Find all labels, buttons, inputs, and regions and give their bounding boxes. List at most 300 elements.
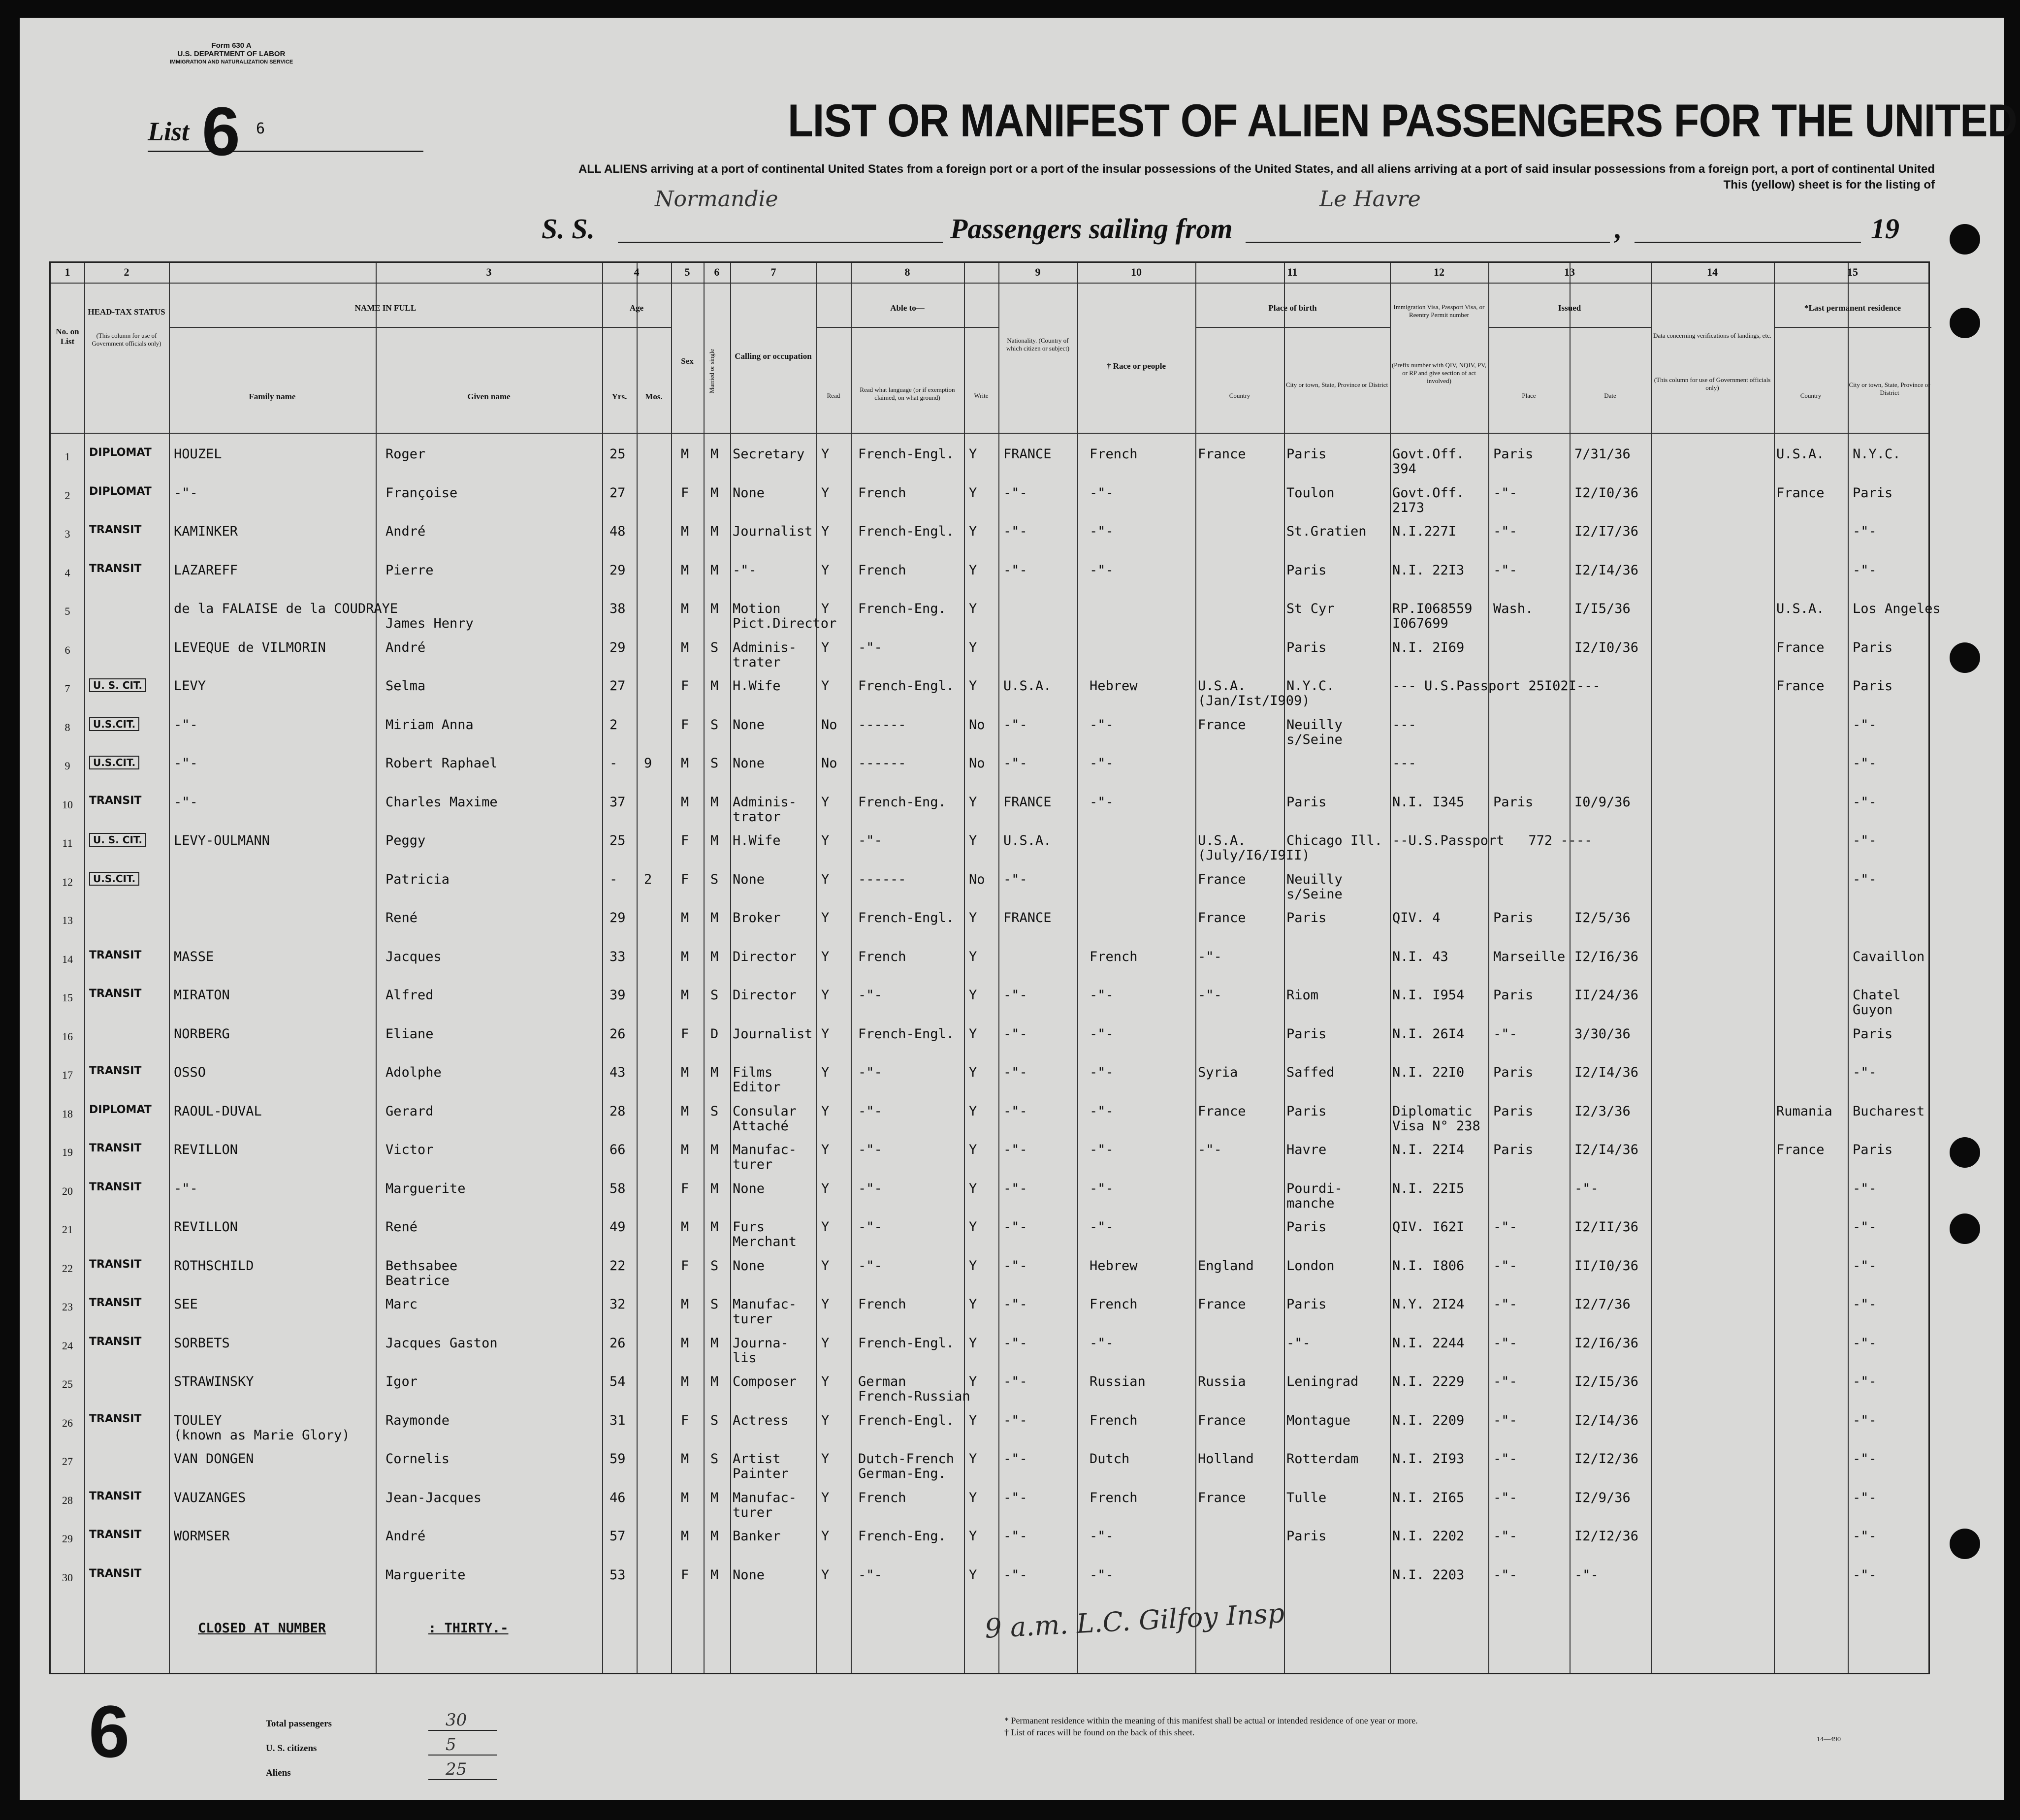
cell-birth-city: Neuilly [1286, 717, 1343, 733]
cell-ms: M [710, 601, 719, 616]
cell-yrs: 53 [609, 1567, 626, 1583]
cell-ms: M [710, 949, 719, 964]
cell-birth-country: Russia [1198, 1374, 1246, 1389]
cell-race: -"- [1090, 1181, 1114, 1196]
table-row [51, 1018, 1928, 1056]
cell-language: Dutch-French [858, 1451, 955, 1467]
cell-yrs: - [609, 871, 618, 887]
table-row [51, 824, 1928, 862]
cell-ms: M [710, 524, 719, 539]
cell-sub-occupation: Pict.Director [733, 616, 837, 631]
cell-yrs: 26 [609, 1335, 626, 1351]
cell-occupation: Actress [733, 1412, 789, 1428]
cell-sex: F [681, 678, 689, 694]
cell-res-city: Chatel [1853, 988, 1901, 1003]
cell-res-city: -"- [1853, 1374, 1877, 1389]
cell-sub-occupation: trator [733, 809, 781, 825]
cell-status: U.S.CIT. [89, 872, 139, 886]
cell-family: ROTHSCHILD [174, 1258, 254, 1274]
cell-birth-city: Riom [1286, 988, 1319, 1003]
column-number: 14 [1707, 266, 1718, 278]
cell-write: Y [969, 485, 977, 501]
cell-occupation: Banker [733, 1529, 781, 1544]
cell-language: -"- [858, 1142, 882, 1157]
cell-read: Y [821, 485, 830, 501]
cell-ms: M [710, 1567, 719, 1583]
cell-status: U.S.CIT. [89, 756, 139, 769]
cell-sex: M [681, 1490, 689, 1505]
cell-write: Y [969, 1490, 977, 1505]
cell-race: Hebrew [1090, 678, 1138, 694]
cell-yrs: 25 [609, 833, 626, 848]
cell-sub-res-city: Guyon [1853, 1002, 1893, 1018]
cell-read: Y [821, 871, 830, 887]
cell-status: DIPLOMAT [89, 1103, 152, 1116]
cell-occupation: Director [733, 988, 797, 1003]
cell-nationality: -"- [1003, 988, 1027, 1003]
punch-hole [1950, 1137, 1980, 1168]
cell-yrs: 49 [609, 1219, 626, 1235]
cell-issued-date: I2/I4/36 [1574, 1142, 1639, 1157]
cell-status: TRANSIT [89, 524, 142, 536]
header-verifications: Data concerning verifications of landings, etc. [1653, 332, 1772, 339]
cell-read: Y [821, 1181, 830, 1196]
table-row [51, 554, 1928, 592]
cell-nationality: FRANCE [1003, 447, 1052, 462]
cell-race: -"- [1090, 485, 1114, 501]
cell-yrs: 38 [609, 601, 626, 616]
cell-race: French [1090, 949, 1138, 964]
cell-ms: M [710, 1529, 719, 1544]
cell-issued-date: I2/I6/36 [1574, 949, 1639, 964]
punch-hole [1950, 1529, 1980, 1559]
cell-read: Y [821, 524, 830, 539]
cell-sex: F [681, 1026, 689, 1042]
cell-nationality: -"- [1003, 1490, 1027, 1505]
cell-language: French [858, 949, 906, 964]
cell-read: Y [821, 1219, 830, 1235]
cell-nationality: U.S.A. [1003, 678, 1052, 694]
cell-given: Gerard [385, 1103, 434, 1119]
cell-visa: N.I. 2203 [1392, 1567, 1465, 1583]
cell-ms: M [710, 1065, 719, 1080]
cell-res-city: -"- [1853, 1258, 1877, 1274]
cell-visa: --- [1392, 717, 1416, 733]
cell-sex: M [681, 562, 689, 578]
cell-race: -"- [1090, 1103, 1114, 1119]
cell-given: Alfred [385, 988, 434, 1003]
cell-given: Miriam Anna [385, 717, 474, 733]
cell-read: Y [821, 1142, 830, 1157]
cell-language: -"- [858, 833, 882, 848]
cell-family: MASSE [174, 949, 214, 964]
cell-write: Y [969, 1065, 977, 1080]
row-number: 2 [64, 489, 70, 502]
cell-status: TRANSIT [89, 1065, 142, 1077]
punch-hole [1950, 1213, 1980, 1244]
total-passengers-value: 30 [446, 1710, 467, 1730]
table-row [51, 515, 1928, 553]
cell-res-city: -"- [1853, 1065, 1877, 1080]
header-divider [51, 283, 1928, 284]
cell-family: -"- [174, 717, 198, 733]
cell-sex: F [681, 1258, 689, 1274]
cell-read: Y [821, 949, 830, 964]
cell-ms: S [710, 1258, 719, 1274]
header-birth-city: City or town, State, Province or District [1285, 381, 1388, 388]
cell-family: HOUZEL [174, 447, 222, 462]
cell-sex: M [681, 910, 689, 926]
column-number: 5 [684, 266, 690, 278]
cell-status: TRANSIT [89, 1412, 142, 1425]
header-last-residence: *Last permanent residence [1804, 303, 1901, 313]
cell-visa: N.I. 2I65 [1392, 1490, 1465, 1505]
footer-page-number: 6 [89, 1690, 130, 1773]
cell-sub-birth-city: s/Seine [1286, 886, 1343, 902]
row-number: 1 [64, 450, 70, 463]
cell-ms: M [710, 910, 719, 926]
cell-family: REVILLON [174, 1142, 238, 1157]
cell-given: Robert Raphael [385, 756, 498, 771]
cell-write: Y [969, 601, 977, 616]
cell-given: Peggy [385, 833, 426, 848]
cell-nationality: -"- [1003, 1258, 1027, 1274]
cell-birth-country: France [1198, 447, 1246, 462]
cell-issued-place: -"- [1493, 1335, 1517, 1351]
cell-birth-city: Paris [1286, 1103, 1327, 1119]
table-row [51, 747, 1928, 785]
cell-res-city: -"- [1853, 1412, 1877, 1428]
list-label: List [148, 117, 190, 146]
cell-family: LEVY-OULMANN [174, 833, 270, 848]
cell-res-city: Bucharest [1853, 1103, 1925, 1119]
cell-read: Y [821, 639, 830, 655]
cell-issued-place: -"- [1493, 1529, 1517, 1544]
cell-write: Y [969, 1412, 977, 1428]
cell-sex: F [681, 1567, 689, 1583]
cell-nationality: -"- [1003, 871, 1027, 887]
table-row [51, 940, 1928, 979]
cell-read: Y [821, 1335, 830, 1351]
cell-language: -"- [858, 1258, 882, 1274]
cell-write: Y [969, 1335, 977, 1351]
cell-birth-city: London [1286, 1258, 1335, 1274]
cell-birth-country: France [1198, 1103, 1246, 1119]
row-number: 23 [62, 1301, 73, 1313]
cell-status: U.S.CIT. [89, 717, 139, 731]
cell-race: Russian [1090, 1374, 1146, 1389]
cell-yrs: 27 [609, 485, 626, 501]
cell-occupation: Adminis- [733, 794, 797, 810]
cell-birth-country: -"- [1198, 988, 1222, 1003]
department: U.S. DEPARTMENT OF LABOR [177, 50, 286, 58]
cell-visa: N.I. 22I3 [1392, 562, 1465, 578]
cell-write: Y [969, 1219, 977, 1235]
cell-given: Jacques Gaston [385, 1335, 498, 1351]
header-race: † Race or people [1106, 361, 1166, 371]
cell-yrs: 57 [609, 1529, 626, 1544]
cell-language: -"- [858, 1065, 882, 1080]
cell-given: André [385, 1529, 426, 1544]
comma: , [1615, 213, 1622, 245]
cell-yrs: 33 [609, 949, 626, 964]
cell-family: LAZAREFF [174, 562, 238, 578]
cell-sub-birth-city: s/Seine [1286, 732, 1343, 747]
cell-issued-place: -"- [1493, 524, 1517, 539]
header-res-country: Country [1800, 392, 1822, 399]
cell-language: French-Engl. [858, 447, 955, 462]
cell-sex: M [681, 1219, 689, 1235]
cell-family: de la FALAISE de la COUDRAYE [174, 601, 398, 616]
cell-sub-occupation: Painter [733, 1466, 789, 1481]
cell-birth-city: Paris [1286, 1219, 1327, 1235]
cell-occupation: Artist [733, 1451, 781, 1467]
list-number-field [148, 93, 423, 170]
cell-write: Y [969, 678, 977, 694]
column-number: 3 [486, 266, 492, 278]
cell-visa: N.I. 2I93 [1392, 1451, 1465, 1467]
cell-birth-country: France [1198, 717, 1246, 733]
row-number: 17 [62, 1069, 73, 1081]
row-number: 24 [62, 1339, 73, 1352]
cell-write: Y [969, 562, 977, 578]
cell-issued-date: I2/I4/36 [1574, 1412, 1639, 1428]
aliens-label: Aliens [266, 1768, 291, 1778]
cell-issued-place: Wash. [1493, 601, 1534, 616]
cell-ms: M [710, 485, 719, 501]
row-number: 19 [62, 1146, 73, 1158]
manifest-title: LIST OR MANIFEST OF ALIEN PASSENGERS FOR THE UNITED [788, 95, 2017, 146]
row-number: 22 [62, 1262, 73, 1275]
able-subdivider [816, 327, 998, 328]
cell-occupation: None [733, 485, 765, 501]
cell-sub-birth: (July/I6/I9II) [1198, 848, 1310, 863]
cell-status: TRANSIT [89, 1297, 142, 1309]
row-number: 3 [64, 528, 70, 540]
cell-given: Adolphe [385, 1065, 442, 1080]
aliens-value: 25 [446, 1759, 467, 1779]
cell-res-city: Paris [1853, 485, 1893, 501]
cell-visa2: I067699 [1392, 616, 1448, 631]
cell-birth-country: -"- [1198, 949, 1222, 964]
cell-given: Marguerite [385, 1567, 466, 1583]
cell-read: Y [821, 447, 830, 462]
header-family-name: Family name [249, 392, 296, 401]
cell-language: French-Engl. [858, 524, 955, 539]
subtitle-line-1: ALL ALIENS arriving at a port of continental United States from a foreign port or a port of the insular possessions of the United States, and all aliens arriving at a port of said insular possessions from a foreign port, a port of continental United [578, 162, 1935, 176]
cell-write: Y [969, 910, 977, 926]
cell-res-country: France [1776, 485, 1825, 501]
cell-birth-city: St Cyr [1286, 601, 1335, 616]
cell-language: French-Engl. [858, 1026, 955, 1042]
cell-yrs: 25 [609, 447, 626, 462]
cell-family: RAOUL-DUVAL [174, 1103, 262, 1119]
cell-issued-date: I2/I2/36 [1574, 1451, 1639, 1467]
cell-visa: N.I. 43 [1392, 949, 1448, 964]
cell-nationality: -"- [1003, 756, 1027, 771]
cell-sub-occupation: Merchant [733, 1234, 797, 1249]
cell-race: -"- [1090, 1219, 1114, 1235]
row-number: 13 [62, 914, 73, 926]
cell-status: TRANSIT [89, 1490, 142, 1502]
cell-issued-date: I2/5/36 [1574, 910, 1631, 926]
table-row [51, 1095, 1928, 1133]
cell-sub-occupation: Attaché [733, 1118, 789, 1134]
cell-yrs: 29 [609, 910, 626, 926]
header-place-of-birth: Place of birth [1268, 303, 1317, 313]
cell-res-city: -"- [1853, 1219, 1877, 1235]
cell-write: Y [969, 639, 977, 655]
cell-yrs: 54 [609, 1374, 626, 1389]
cell-res-city: -"- [1853, 871, 1877, 887]
row-number: 16 [62, 1030, 73, 1043]
cell-family: OSSO [174, 1065, 206, 1080]
cell-given: Victor [385, 1142, 434, 1157]
cell-ms: M [710, 1374, 719, 1389]
cell-language: French-Engl. [858, 1412, 955, 1428]
column-number: 9 [1035, 266, 1041, 278]
header-issued: Issued [1558, 303, 1581, 313]
cell-sub-given: James Henry [385, 616, 474, 631]
cell-issued-place: Marseille [1493, 949, 1566, 964]
row-number: 5 [64, 605, 70, 617]
cell-write: Y [969, 1181, 977, 1196]
cell-ms: M [710, 1219, 719, 1235]
cell-language: ------ [858, 756, 906, 771]
cell-birth-city: Paris [1286, 910, 1327, 926]
header-given-name: Given name [467, 392, 511, 401]
table-row [51, 1249, 1928, 1288]
header-age: Age [629, 303, 644, 313]
cell-sex: F [681, 833, 689, 848]
date-line [1635, 242, 1861, 243]
cell-occupation: Films [733, 1065, 773, 1080]
cell-occupation: Journalist [733, 524, 813, 539]
cell-language: French [858, 1490, 906, 1505]
table-row [51, 1520, 1928, 1558]
table-row [51, 1559, 1928, 1597]
cell-res-country: U.S.A. [1776, 447, 1825, 462]
cell-issued-place: -"- [1493, 485, 1517, 501]
cell-sub-occupation: turer [733, 1504, 773, 1520]
cell-language: French-Eng. [858, 601, 946, 616]
cell-res-city: -"- [1853, 1297, 1877, 1312]
cell-yrs: 31 [609, 1412, 626, 1428]
cell-res-country: U.S.A. [1776, 601, 1825, 616]
cell-family: -"- [174, 794, 198, 810]
cell-status: TRANSIT [89, 1181, 142, 1193]
cell-race: -"- [1090, 1026, 1114, 1042]
cell-write: Y [969, 833, 977, 848]
cell-issued-place: Paris [1493, 910, 1534, 926]
cell-nationality: -"- [1003, 1451, 1027, 1467]
cell-issued-date: I2/I7/36 [1574, 524, 1639, 539]
header-name-in-full: NAME IN FULL [354, 303, 417, 313]
cell-issued-date: I2/I4/36 [1574, 1065, 1639, 1080]
cell-occupation: None [733, 1567, 765, 1583]
cell-family: WORMSER [174, 1529, 230, 1544]
column-number: 1 [64, 266, 70, 278]
cell-read: Y [821, 1529, 830, 1544]
cell-birth-country: France [1198, 1412, 1246, 1428]
cell-ms: M [710, 1490, 719, 1505]
table-row [51, 786, 1928, 824]
cell-issued-place: -"- [1493, 1258, 1517, 1274]
header-issued-place: Place [1522, 392, 1536, 399]
cell-occupation: None [733, 871, 765, 887]
cell-sex: M [681, 1335, 689, 1351]
cell-sex: M [681, 1297, 689, 1312]
cell-read: Y [821, 833, 830, 848]
table-row [51, 1481, 1928, 1520]
cell-write: Y [969, 794, 977, 810]
cell-birth-city: Paris [1286, 794, 1327, 810]
cell-issued-date: I2/I2/36 [1574, 1529, 1639, 1544]
cell-write: Y [969, 1567, 977, 1583]
cell-ms: S [710, 1451, 719, 1467]
ship-name-line [618, 242, 943, 243]
cell-birth-city: Chicago Ill. [1286, 833, 1383, 848]
cell-ms: M [710, 1142, 719, 1157]
cell-write: Y [969, 1529, 977, 1544]
cell-visa: Diplomatic [1392, 1103, 1473, 1119]
cell-write: No [969, 717, 985, 733]
table-row [51, 1211, 1928, 1249]
sailing-label: Passengers sailing from [950, 213, 1233, 245]
cell-birth-country: France [1198, 871, 1246, 887]
cell-status: TRANSIT [89, 949, 142, 961]
punch-hole [1950, 308, 1980, 338]
cell-ms: M [710, 1335, 719, 1351]
cell-occupation: None [733, 1181, 765, 1196]
cell-visa: --U.S.Passport 772 ---- [1392, 833, 1593, 848]
cell-sex: M [681, 1374, 689, 1389]
cell-given: Patricia [385, 871, 450, 887]
cell-nationality: FRANCE [1003, 910, 1052, 926]
cell-res-city: Los Angeles [1853, 601, 1941, 616]
cell-visa: QIV. 4 [1392, 910, 1441, 926]
cell-given: Marc [385, 1297, 418, 1312]
cell-nationality: -"- [1003, 485, 1027, 501]
manifest-table [49, 261, 1941, 1674]
cell-birth-city: Tulle [1286, 1490, 1327, 1505]
cell-occupation: H.Wife [733, 678, 781, 694]
cell-visa: N.I. 22I5 [1392, 1181, 1465, 1196]
table-row [51, 1442, 1928, 1481]
cell-language: French-Engl. [858, 910, 955, 926]
cell-sub-language: German-Eng. [858, 1466, 946, 1481]
cell-status: U. S. CIT. [89, 833, 146, 847]
cell-birth-country: France [1198, 1297, 1246, 1312]
cell-sex: M [681, 524, 689, 539]
cell-sex: M [681, 639, 689, 655]
cell-family: NORBERG [174, 1026, 230, 1042]
cell-occupation: None [733, 1258, 765, 1274]
cell-birth-city: Leningrad [1286, 1374, 1359, 1389]
cell-occupation: Consular [733, 1103, 797, 1119]
cell-language: -"- [858, 1219, 882, 1235]
cell-given: André [385, 639, 426, 655]
cell-language: -"- [858, 639, 882, 655]
table-row [51, 1365, 1928, 1404]
table-row [51, 1133, 1928, 1172]
cell-visa: RP.I068559 [1392, 601, 1473, 616]
cell-language: -"- [858, 988, 882, 1003]
row-number: 20 [62, 1184, 73, 1197]
cell-read: Y [821, 1490, 830, 1505]
cell-nationality: -"- [1003, 562, 1027, 578]
cell-visa: --- U.S.Passport 25I02I--- [1392, 678, 1601, 694]
